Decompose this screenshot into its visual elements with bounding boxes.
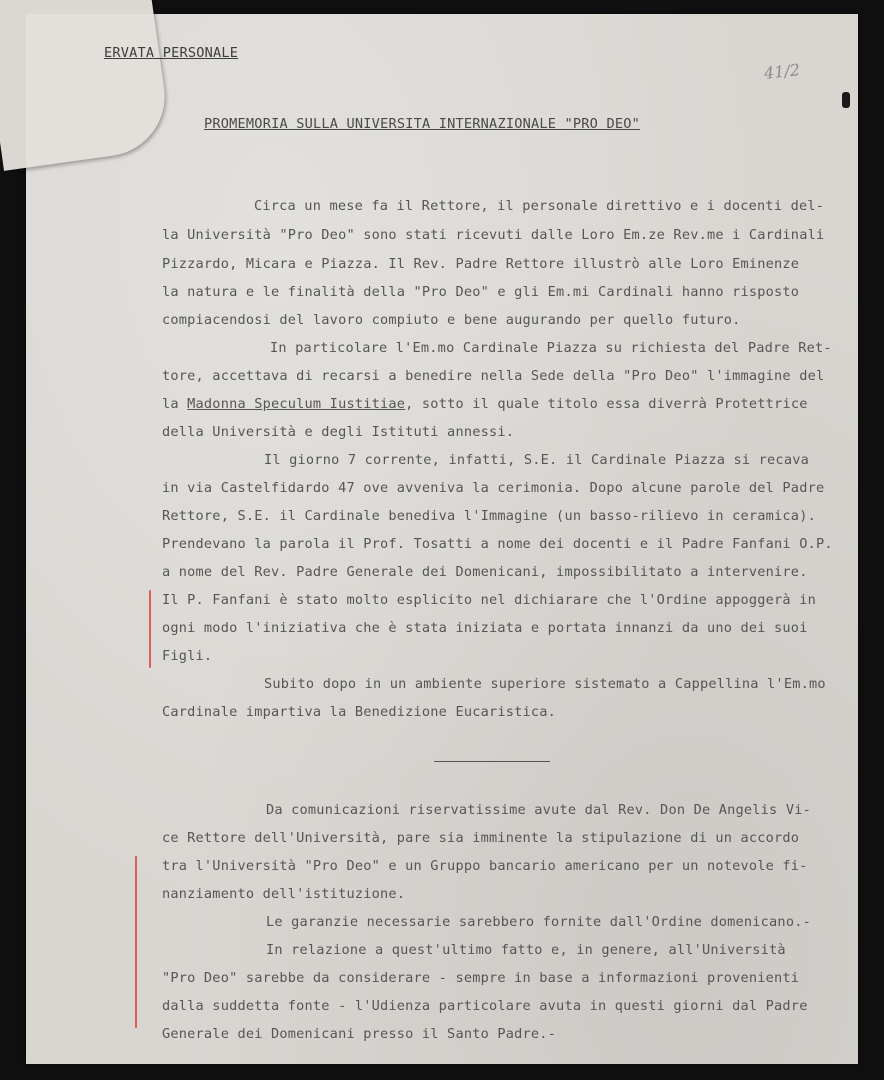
body-line: Figli. bbox=[162, 648, 213, 664]
body-line: Subito dopo in un ambiente superiore sistemato a Cappellina l'Em.mo bbox=[264, 676, 826, 692]
body-line: Pizzardo, Micara e Piazza. Il Rev. Padre Rettore illustrò alle Loro Eminenze bbox=[162, 256, 800, 272]
body-line: ogni modo l'iniziativa che è stata iniziata e portata innanzi da uno dei suoi bbox=[162, 620, 808, 636]
document-title: PROMEMORIA SULLA UNIVERSITA INTERNAZIONALE "PRO DEO" bbox=[204, 116, 640, 132]
body-line: "Pro Deo" sarebbe da considerare - sempre in base a informazioni provenienti bbox=[162, 970, 800, 986]
body-line-madonna: la Madonna Speculum Iustitiae, sotto il quale titolo essa diverrà Protettrice bbox=[162, 396, 808, 412]
body-line: Cardinale impartiva la Benedizione Eucaristica. bbox=[162, 704, 557, 720]
body-line: la natura e le finalità della "Pro Deo" e gli Em.mi Cardinali hanno risposto bbox=[162, 284, 800, 300]
section-divider bbox=[434, 761, 550, 762]
red-margin-mark bbox=[149, 590, 151, 668]
confidential-header: ERVATA PERSONALE bbox=[104, 45, 239, 61]
handwritten-page-number: 41/2 bbox=[763, 60, 801, 83]
body-line: Rettore, S.E. il Cardinale benediva l'Immagine (un basso-rilievo in ceramica). bbox=[162, 508, 816, 524]
underlined-phrase: Madonna Speculum Iustitiae bbox=[187, 396, 406, 412]
body-line: dalla suddetta fonte - l'Udienza particolare avuta in questi giorni dal Padre bbox=[162, 998, 808, 1014]
body-line: nanziamento dell'istituzione. bbox=[162, 886, 406, 902]
red-margin-mark bbox=[135, 856, 137, 1028]
body-line: Il P. Fanfani è stato molto esplicito nel dichiarare che l'Ordine appoggerà in bbox=[162, 592, 816, 608]
body-line: Generale dei Domenicani presso il Santo Padre.- bbox=[162, 1026, 557, 1042]
body-line: in via Castelfidardo 47 ove avveniva la cerimonia. Dopo alcune parole del Padre bbox=[162, 480, 825, 496]
body-line: In relazione a quest'ultimo fatto e, in genere, all'Università bbox=[266, 942, 786, 958]
body-line: ce Rettore dell'Università, pare sia imminente la stipulazione di un accordo bbox=[162, 830, 800, 846]
body-line: Da comunicazioni riservatissime avute dal Rev. Don De Angelis Vi- bbox=[266, 802, 811, 818]
body-line-guarantees: Le garanzie necessarie sarebbero fornite dall'Ordine domenicano.- bbox=[266, 914, 811, 930]
body-line: In particolare l'Em.mo Cardinale Piazza su richiesta del Padre Ret- bbox=[270, 340, 832, 356]
body-line: Circa un mese fa il Rettore, il personale direttivo e i docenti del- bbox=[254, 198, 825, 214]
body-line: Il giorno 7 corrente, infatti, S.E. il Cardinale Piazza si recava bbox=[264, 452, 809, 468]
body-line: a nome del Rev. Padre Generale dei Domenicani, impossibilitato a intervenire. bbox=[162, 564, 808, 580]
body-line: la Università "Pro Deo" sono stati ricevuti dalle Loro Em.ze Rev.me i Cardinali bbox=[162, 227, 825, 243]
body-line: della Università e degli Istituti annessi. bbox=[162, 424, 515, 440]
binder-clip bbox=[842, 92, 850, 108]
body-line: Prendevano la parola il Prof. Tosatti a nome dei docenti e il Padre Fanfani O.P. bbox=[162, 536, 833, 552]
body-line: compiacendosi del lavoro compiuto e bene augurando per quello futuro. bbox=[162, 312, 741, 328]
body-line: tra l'Università "Pro Deo" e un Gruppo bancario americano per un notevole fi- bbox=[162, 858, 808, 874]
body-line: tore, accettava di recarsi a benedire nella Sede della "Pro Deo" l'immagine del bbox=[162, 368, 825, 384]
